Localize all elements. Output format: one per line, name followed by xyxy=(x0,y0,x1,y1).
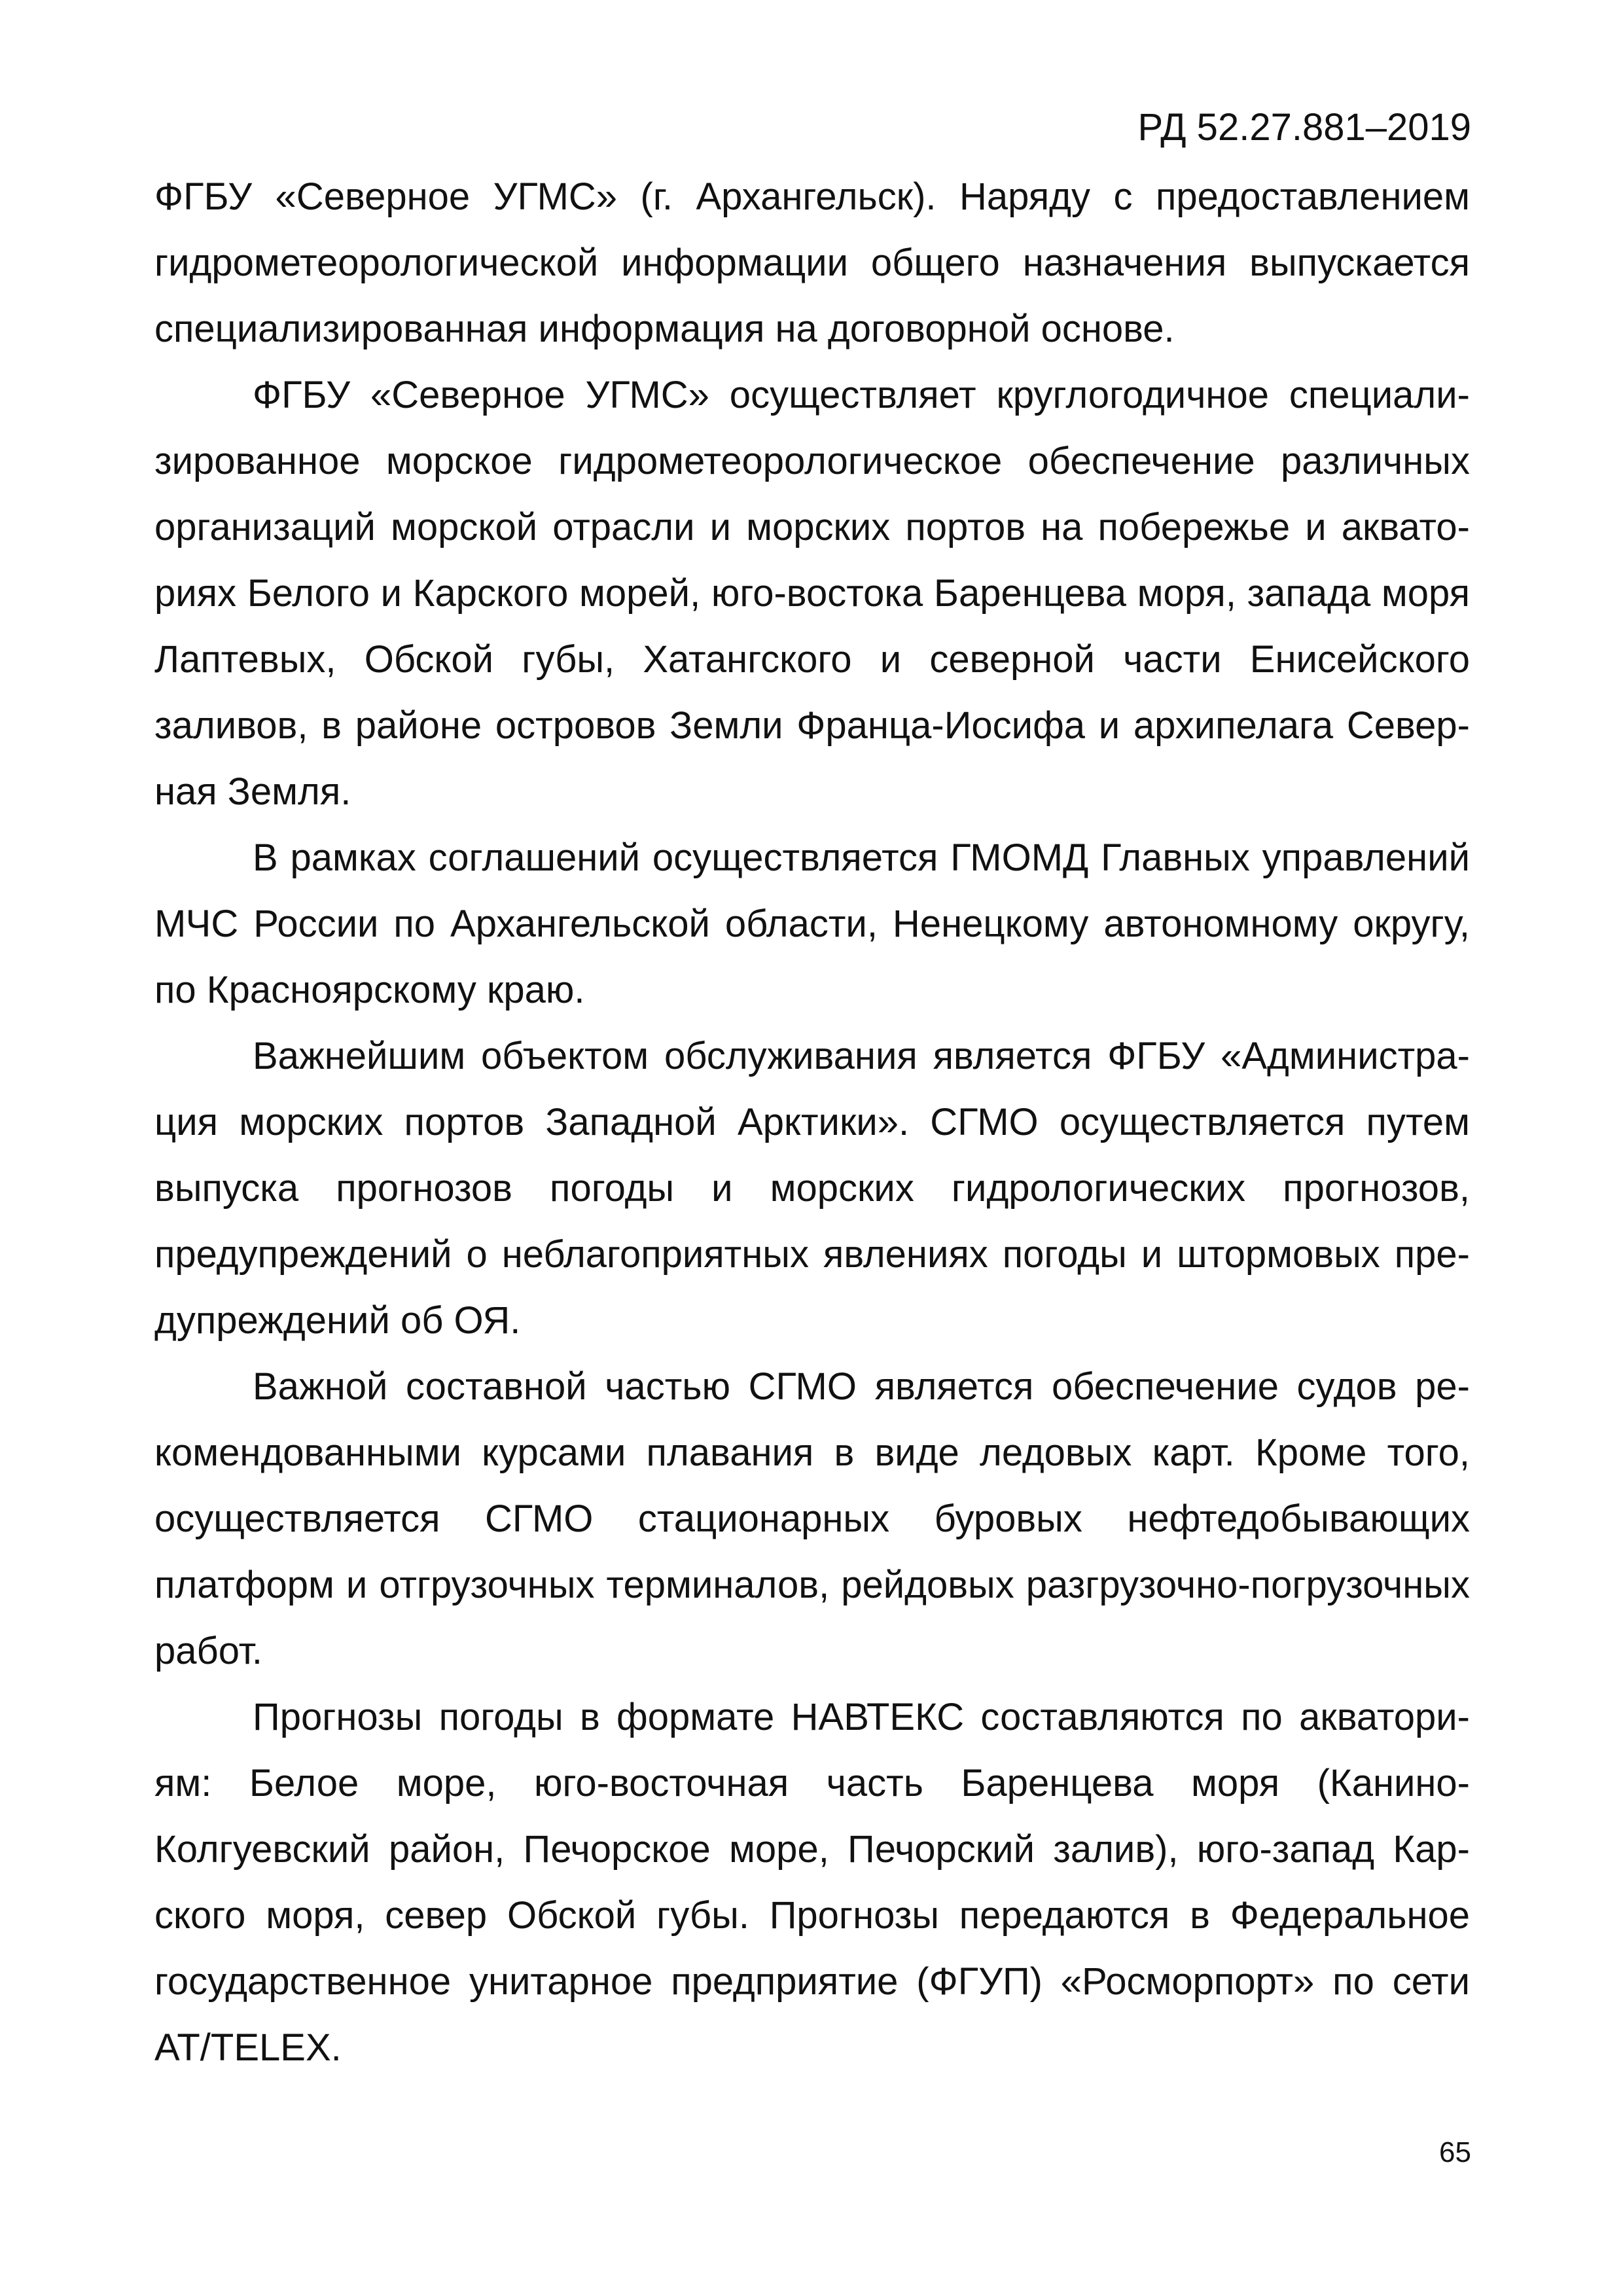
body-text xyxy=(154,164,1470,2081)
paragraph-2: ФГБУ «Северное УГМС» осуществляет круглогодичное специализированное морское гидрометеорологическое обеспечение различных организаций морской отрасли и морских портов на побережье и акваториях Белого и Карского морей, юго-востока Баренцева моря, запада моря Лаптевых, Обской губы, Хатангского и северной части Енисейского заливов, в районе островов Земли Франца-Иосифа и архипелага Северная Земля. xyxy=(154,374,1470,813)
paragraph-5: Важной составной частью СГМО является обеспечение судов рекомендованными курсами плавания в виде ледовых карт. Кроме того, осуществляется СГМО стационарных буровых нефтедобывающих платформ и отгрузочных терминалов, рейдовых разгрузочно-погрузочных работ. xyxy=(154,1365,1470,1672)
paragraph-3: В рамках соглашений осуществляется ГМОМД Главных управлений МЧС России по Архангельской области, Ненецкому автономному округу, по Красноярскому краю. xyxy=(154,836,1470,1011)
paragraph-6: Прогнозы погоды в формате НАВТЕКС составляются по акваториям: Белое море, юго-восточная часть Баренцева моря (Канино-Колгуевский район, Печорское море, Печорский залив), юго-запад Карского моря, север Обской губы. Прогнозы передаются в Федеральное государственное унитарное предприятие (ФГУП) «Росморпорт» по сети AT/TELEX. xyxy=(154,1696,1470,2069)
page-number: 65 xyxy=(1439,2136,1471,2168)
paragraph-4: Важнейшим объектом обслуживания является ФГБУ «Администрация морских портов Западной Арктики». СГМО осуществляется путем выпуска прогнозов погоды и морских гидрологических прогнозов, предупреждений о неблагоприятных явлениях погоды и штормовых предупреждений об ОЯ. xyxy=(154,1035,1470,1342)
document-code-header: РД 52.27.881–2019 xyxy=(1137,106,1471,149)
paragraph-1: ФГБУ «Северное УГМС» (г. Архангельск). Наряду с предоставлением гидрометеорологической информации общего назначения выпускается специализированная информация на договорной основе. xyxy=(154,175,1470,350)
